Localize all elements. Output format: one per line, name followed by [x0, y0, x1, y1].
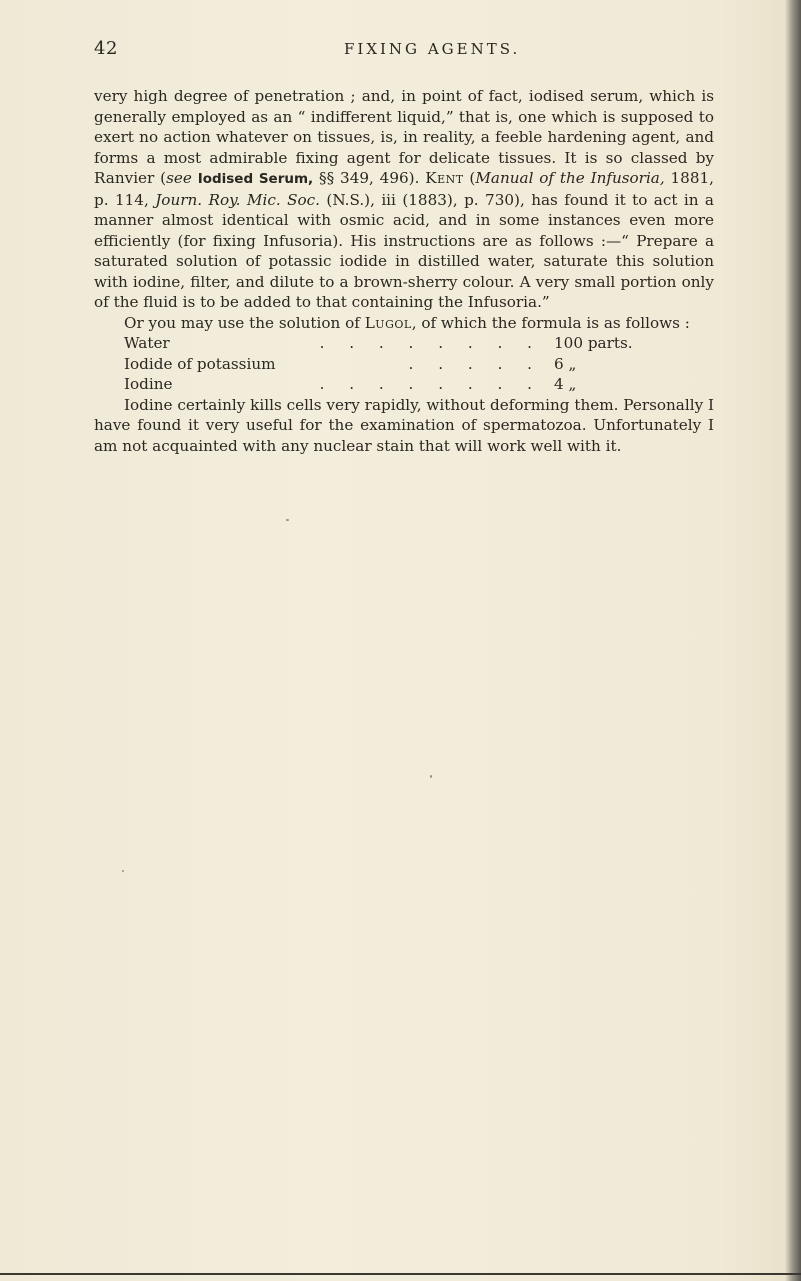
- ingredient-quantity: 6 „: [554, 354, 577, 373]
- page-number: 42: [94, 38, 118, 59]
- paragraph-iodine: Iodine certainly kills cells very rapidly, without deforming them. Personally I have found it very useful for the examination of spermatozoa. Unfortunately I am not acquainted with any nuclear stain that will work well with it.: [94, 395, 714, 455]
- author-name: Lugol: [364, 313, 412, 332]
- paper-speck: [286, 519, 289, 521]
- dot-leader: . . . . . . . .: [319, 334, 542, 352]
- ingredient-quantity: 4 „: [554, 375, 577, 393]
- running-head: FIXING AGENTS.: [344, 40, 521, 58]
- paper-speck: [430, 775, 432, 778]
- ingredient-name: Iodine: [124, 375, 173, 393]
- ingredient-name: Water: [124, 334, 170, 352]
- author-name: Kent: [425, 169, 464, 187]
- formula-row: [124, 354, 644, 375]
- cross-reference-term: Iodised Serum,: [197, 171, 314, 187]
- bottom-edge-line: [0, 1273, 801, 1275]
- dot-leader: . . . . .: [408, 354, 542, 373]
- page-edge-shadow: [785, 0, 801, 1281]
- cited-journal: Journ. Roy. Mic. Soc.: [155, 190, 320, 209]
- page-header: [94, 38, 714, 60]
- formula-row: [124, 333, 644, 354]
- page-body: [94, 86, 714, 456]
- ingredient-name: Iodide of potassium: [124, 354, 276, 373]
- dot-leader: . . . . . . . .: [319, 375, 542, 393]
- paragraph-serum: very high degree of penetration ; and, in point of fact, iodised serum, which is generally employed as an “ indifferent liquid,” that is, one which is supposed to exert no action whatever on tissues, is, in reality, a feeble hardening agent, and forms a most admirable fixing agent for delicate tissues. It is so classed by Ranvier (see Iodised Serum, §§ 349, 496). Kent (Manual of the Infusoria, 1881, p. 114, Journ. Roy. Mic. Soc. (N.S.), iii (1883), p. 730), has found it to act in a manner almost identical with osmic acid, and in some instances even more efficiently (for fixing Infusoria). His instructions are as follows :—“ Prepare a saturated solution of potassic iodide in distilled water, saturate this solution with iodine, filter, and dilute to a brown-sherry colour. A very small portion only of the fluid is to be added to that containing the Infusoria.”: [94, 87, 714, 311]
- see-reference: see: [166, 169, 192, 187]
- cited-work: Manual of the Infusoria,: [475, 169, 665, 187]
- formula-table: [124, 333, 644, 395]
- formula-row: [124, 374, 644, 395]
- paragraph-lugol: Or you may use the solution of Lugol, of which the formula is as follows :: [124, 313, 690, 332]
- ingredient-quantity: 100 parts.: [554, 334, 633, 352]
- paper-speck: [122, 870, 124, 872]
